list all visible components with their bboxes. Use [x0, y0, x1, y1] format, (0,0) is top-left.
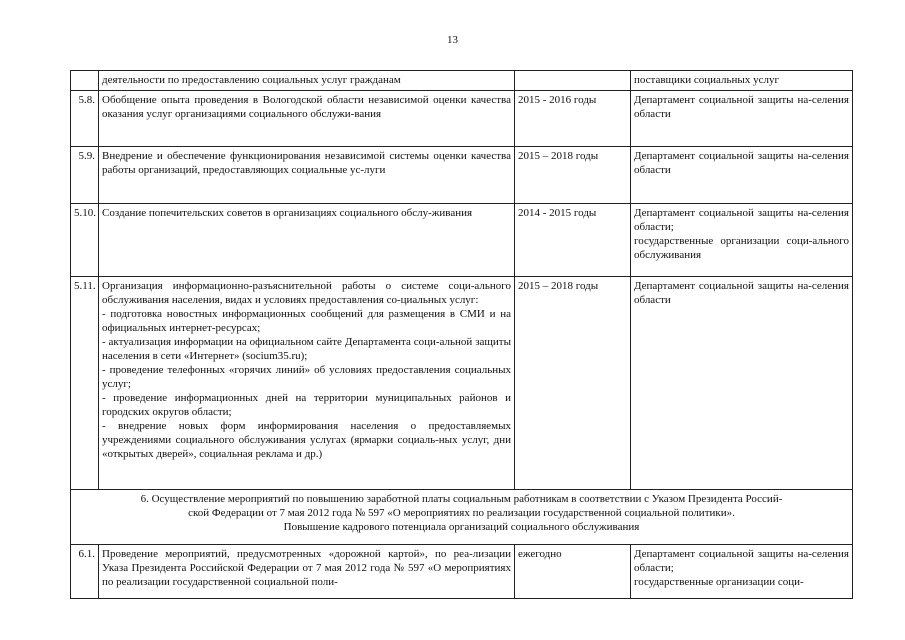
row-description: Проведение мероприятий, предусмотренных «дорожной картой», по реа-лизации Указа Президента Российской Федерации от 7 мая 2012 года № 597 «О мероприятиях по реализации государственной социальной поли- — [99, 545, 515, 599]
row-description: Обобщение опыта проведения в Вологодской области независимой оценки качества оказания услуг организациями социального обслужи-вания — [99, 91, 515, 147]
row-period: ежегодно — [515, 545, 631, 599]
table-row — [71, 147, 853, 204]
row-description: Внедрение и обеспечение функционирования независимой системы оценки качества работы организаций, предоставляющих социальные ус-луги — [99, 147, 515, 204]
row-period — [515, 71, 631, 91]
row-period: 2015 - 2016 годы — [515, 91, 631, 147]
table-row — [71, 91, 853, 147]
row-period: 2014 - 2015 годы — [515, 204, 631, 277]
row-period: 2015 – 2018 годы — [515, 147, 631, 204]
section-6-heading: 6. Осуществление мероприятий по повышению заработной платы социальным работникам в соответствии с Указом Президента Россий- ской Федерации от 7 мая 2012 года № 597 «О мероприятиях по реализации государственной социальной политики». Повышение кадрового потенциала организаций социального обслуживания — [71, 490, 853, 545]
row-description: деятельности по предоставлению социальных услуг гражданам — [99, 71, 515, 91]
row-responsible: Департамент социальной защиты на-селения области — [631, 277, 853, 490]
row-number: 5.9. — [71, 147, 99, 204]
table-row — [71, 71, 853, 91]
row-responsible: Департамент социальной защиты на-селения области; государственные организации соци- — [631, 545, 853, 599]
row-responsible: поставщики социальных услуг — [631, 71, 853, 91]
row-responsible: Департамент социальной защиты на-селения области; государственные организации соци-ального обслуживания — [631, 204, 853, 277]
row-number: 5.10. — [71, 204, 99, 277]
row-description: Организация информационно-разъяснительной работы о системе соци-ального обслуживания населения, видах и условиях предоставления со-циальных услуг: - подготовка новостных информационных сообщений для размещения в СМИ и на официальных интернет-ресурсах; - актуализация информации на официальном сайте Департамента соци-альной защиты населения в сети «Интернет» (socium35.ru); - проведение телефонных «горячих линий» об условиях предоставления социальных услуг; - проведение информационных дней на территории муниципальных районов и городских округов области; - внедрение новых форм информирования населения о предоставляемых учреждениями социального обслуживания услугах (ярмарки социаль-ных услуг, дни «открытых дверей», социальная реклама и др.) — [99, 277, 515, 490]
row-number: 5.8. — [71, 91, 99, 147]
measures-table — [70, 70, 853, 599]
row-responsible: Департамент социальной защиты на-селения области — [631, 91, 853, 147]
section-heading-row — [71, 490, 853, 545]
row-number: 5.11. — [71, 277, 99, 490]
row-responsible: Департамент социальной защиты на-селения области — [631, 147, 853, 204]
page-number: 13 — [447, 34, 458, 46]
table-row — [71, 277, 853, 490]
row-number — [71, 71, 99, 91]
row-period: 2015 – 2018 годы — [515, 277, 631, 490]
table-row — [71, 204, 853, 277]
row-description: Создание попечительских советов в организациях социального обслу-живания — [99, 204, 515, 277]
table-row — [71, 545, 853, 599]
row-number: 6.1. — [71, 545, 99, 599]
